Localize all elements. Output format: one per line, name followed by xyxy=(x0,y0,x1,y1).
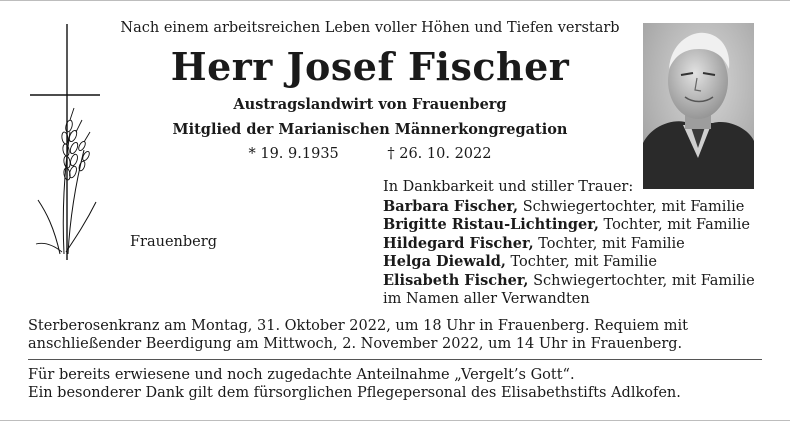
mourner-row xyxy=(383,253,755,272)
portrait-photo xyxy=(643,23,754,189)
mourner-relation: Tochter, mit Familie xyxy=(598,217,751,233)
mourners-heading: In Dankbarkeit und stiller Trauer: xyxy=(383,179,634,195)
death-date: † 26. 10. 2022 xyxy=(387,146,492,162)
mourner-relation: Schwiegertochter, mit Familie xyxy=(528,272,755,289)
mourners-block xyxy=(383,178,755,309)
mourner-name: Brigitte Ristau-Lichtinger, xyxy=(383,216,599,233)
mourner-row xyxy=(383,216,755,235)
mourner-name: Hildegard Fischer, xyxy=(383,234,534,252)
mourner-name: Helga Diewald, xyxy=(383,253,506,270)
mourner-relation: Tochter, mit Familie xyxy=(533,235,685,252)
mourner-name: Barbara Fischer, xyxy=(383,197,519,215)
mourner-relation: Schwiegertochter, mit Familie xyxy=(518,198,745,215)
thanks-line: Ein besonderer Dank gilt dem fürsorglichen Pflegepersonal des Elisabethstifts Adlkofen. xyxy=(28,385,681,401)
divider xyxy=(28,359,762,360)
mourner-row xyxy=(383,235,755,254)
deceased-name: Herr Josef Fischer xyxy=(170,44,570,89)
mourner-row xyxy=(383,198,755,217)
funeral-details: Sterberosenkranz am Montag, 31. Oktober 2022, um 18 Uhr in Frauenberg. Requiem mit anschließender Beerdigung am Mittwoch, 2. November 2022, um 14 Uhr in Frauenberg. xyxy=(28,318,688,352)
thanks-line: Für bereits erwiesene und noch zugedachte Anteilnahme „Vergelt’s Gott“. xyxy=(28,367,575,383)
life-dates xyxy=(70,146,670,162)
membership-line: Mitglied der Marianischen Männerkongregation xyxy=(172,121,568,138)
intro-line: Nach einem arbeitsreichen Leben voller Höhen und Tiefen verstarb xyxy=(120,20,620,36)
occupation-line: Austragslandwirt von Frauenberg xyxy=(233,96,507,113)
top-border xyxy=(0,0,790,1)
mourner-relation: Tochter, mit Familie xyxy=(505,254,658,270)
mourner-name: Elisabeth Fischer, xyxy=(383,271,529,289)
mourners-closing: im Namen aller Verwandten xyxy=(383,291,590,307)
birth-date: * 19. 9.1935 xyxy=(248,146,339,162)
hometown: Frauenberg xyxy=(130,234,217,250)
mourner-row xyxy=(383,272,755,291)
thanks-block xyxy=(28,366,773,402)
